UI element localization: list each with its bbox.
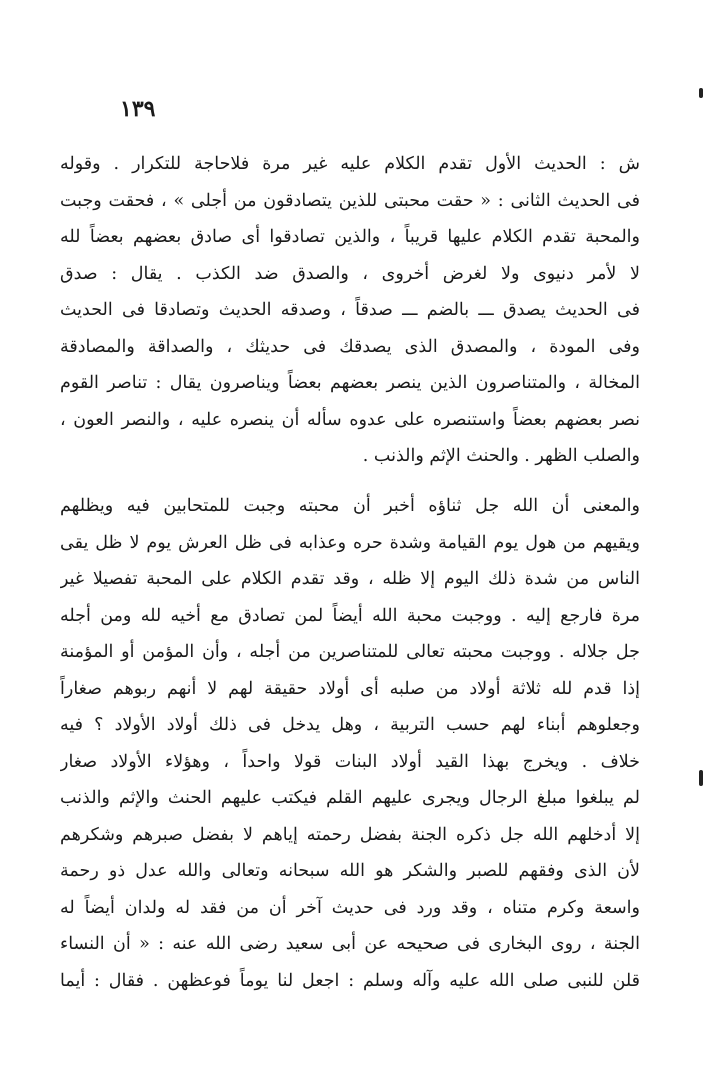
- text-line: نصر بعضهم بعضاً واستنصره على عدوه سأله أن ينصره عليه ، والنصر العون ،: [60, 409, 640, 430]
- text-line: والصلب الظهر . والحنث الإثم والذنب .: [362, 446, 640, 466]
- commentary-paragraph: [60, 146, 640, 475]
- text-line: إذا قدم لله ثلاثة أولاد من صلبه أى أولاد حقيقة لهم لا أنهم ربوهم صغاراً: [60, 678, 640, 699]
- text-line: وجعلوهم أبناء لهم حسب التربية ، وهل يدخل فى ذلك أولاد الأولاد ؟ فيه: [60, 715, 640, 735]
- page-edge-mark: [699, 770, 703, 786]
- text-line: والمعنى أن الله جل ثناؤه أخبر أن محبته وجبت للمتحابين فيه ويظلهم: [60, 496, 640, 516]
- text-line: والمحبة تقدم الكلام عليها قريباً ، والذين تصادقوا أى صادق بعضهم بعضاً لله: [60, 227, 640, 247]
- text-line: قلن للنبى صلى الله عليه وآله وسلم : اجعل لنا يوماً فوعظهن . فقال : أيما: [60, 970, 640, 991]
- text-line: المخالة ، والمتناصرون الذين ينصر بعضهم بعضاً ويناصرون يقال : تناصر القوم: [60, 373, 640, 393]
- meaning-paragraph: [60, 488, 640, 999]
- text-line: ش : الحديث الأول تقدم الكلام عليه غير مرة فلاحاجة للتكرار . وقوله: [60, 154, 640, 174]
- text-line: إلا أدخلهم الله جل ذكره الجنة بفضل رحمته إياهم لا بفضل صبرهم وشكرهم: [60, 824, 640, 845]
- text-line: لأن الذى وفقهم للصبر والشكر هو الله سبحانه وتعالى والله عدل ذو رحمة: [60, 861, 640, 881]
- text-line: لا لأمر دنيوى ولا لغرض أخروى ، والصدق ضد الكذب . يقال : صدق: [60, 263, 640, 284]
- text-line: واسعة وكرم متناه ، وقد ورد فى حديث آخر أن من فقد له ولدان أيضاً له: [60, 897, 640, 918]
- text-line: خلاف . ويخرج بهذا القيد أولاد البنات قولا واحداً ، وهؤلاء الأولاد صغار: [60, 751, 640, 772]
- text-line: الجنة ، روى البخارى فى صحيحه عن أبى سعيد رضى الله عنه : « أن النساء: [60, 934, 640, 954]
- page-edge-mark: [699, 88, 703, 98]
- text-line: ويقيهم من هول يوم القيامة وشدة حره وعذابه فى ظل العرش يوم لا ظل يقى: [60, 532, 640, 553]
- page-number: ١٣٩: [120, 96, 156, 122]
- text-line: جل جلاله . ووجبت محبته تعالى للمتناصرين من أجله ، وأن المؤمن أو المؤمنة: [60, 642, 640, 662]
- text-line: فى الحديث الثانى : « حقت محبتى للذين يتصادقون من أجلى » ، فحقت وجبت: [60, 190, 640, 211]
- text-line: فى الحديث يصدق ـــ بالضم ـــ صدقاً ، وصدقه الحديث وتصادقا فى الحديث: [60, 300, 640, 320]
- text-line: الناس من شدة ذلك اليوم إلا ظله ، وقد تقدم الكلام على المحبة تفصيلا غير: [60, 569, 640, 589]
- text-line: وفى المودة ، والمصدق الذى يصدقك فى حديثك ، والصداقة والمصادقة: [60, 336, 640, 357]
- text-line: مرة فارجع إليه . ووجبت محبة الله أيضاً لمن تصادق مع أخيه لله ومن أجله: [60, 605, 640, 626]
- text-line: لم يبلغوا مبلغ الرجال ويجرى عليهم القلم فيكتب عليهم الحنث والإثم والذنب: [60, 788, 640, 808]
